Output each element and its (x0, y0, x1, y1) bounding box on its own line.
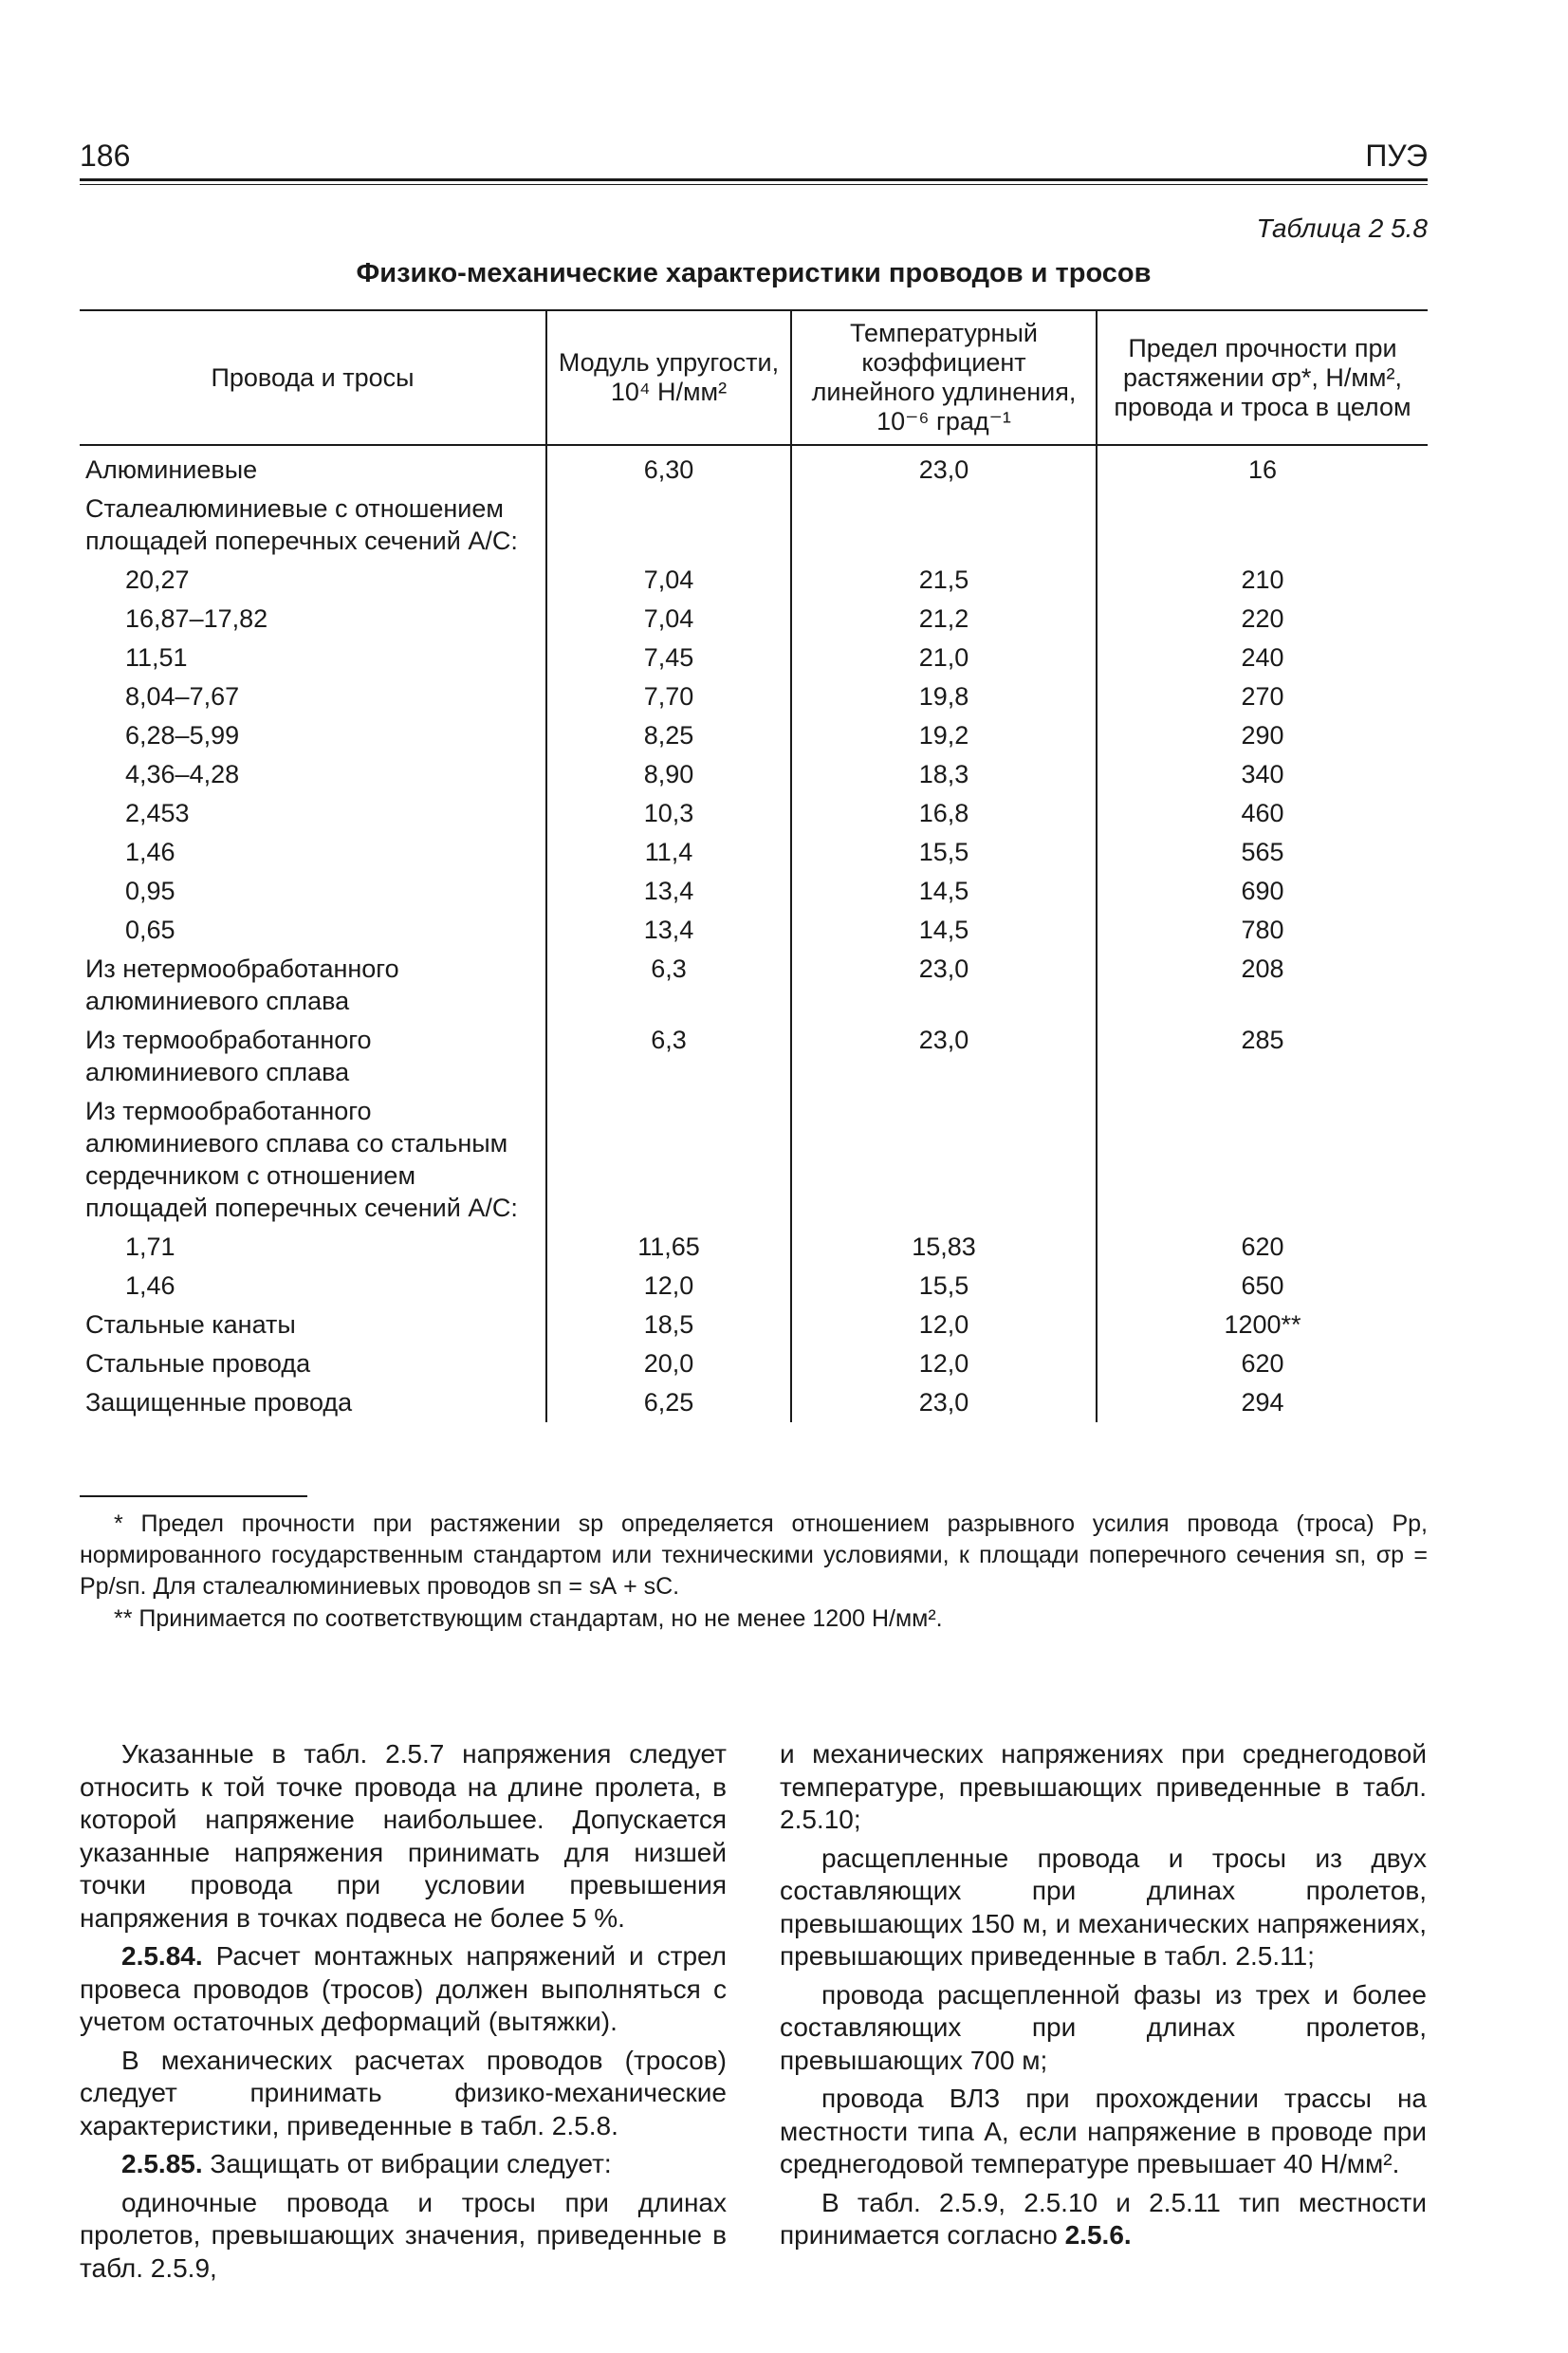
column-header-modulus: Модуль упругости, 10⁴ Н/мм² (546, 310, 791, 445)
table-row (80, 833, 1428, 872)
table-row (80, 1344, 1428, 1383)
table-row (80, 561, 1428, 600)
row-name: 1,46 (125, 1271, 175, 1300)
coefficient-cell: 12,0 (791, 1306, 1097, 1344)
coefficient-cell: 15,5 (791, 833, 1097, 872)
row-name: Алюминиевые (85, 455, 258, 484)
strength-cell: 340 (1097, 755, 1428, 794)
row-name: Из термообработанного алюминиевого сплава со стальным сердечником с отношением площадей поперечных сечений A/C: (85, 1097, 518, 1222)
paragraph: и механических напряжениях при среднегодовой температуре, превышающих приведенные в табл. 2.5.10; (780, 1739, 1427, 1834)
coefficient-cell (791, 1092, 1097, 1228)
modulus-cell: 11,65 (546, 1228, 791, 1267)
modulus-cell: 20,0 (546, 1344, 791, 1383)
page-number: 186 (80, 139, 131, 173)
row-name: Из термообработанного алюминиевого сплава (85, 1026, 372, 1086)
row-name: 16,87–17,82 (125, 604, 268, 633)
coefficient-cell: 23,0 (791, 950, 1097, 1021)
modulus-cell: 11,4 (546, 833, 791, 872)
coefficient-cell: 21,0 (791, 639, 1097, 677)
modulus-cell: 8,25 (546, 716, 791, 755)
table-row (80, 872, 1428, 911)
strength-cell (1097, 490, 1428, 561)
strength-cell (1097, 1092, 1428, 1228)
strength-cell: 290 (1097, 716, 1428, 755)
table-row (80, 794, 1428, 833)
footnote-rule (80, 1495, 307, 1497)
row-name: Из нетермообработанного алюминиевого сплава (85, 954, 399, 1015)
coefficient-cell: 23,0 (791, 1021, 1097, 1092)
coefficient-cell: 14,5 (791, 911, 1097, 950)
clause-number: 2.5.85. (121, 2149, 203, 2178)
row-name: Стальные провода (85, 1349, 311, 1378)
coefficient-cell: 19,2 (791, 716, 1097, 755)
table-row (80, 755, 1428, 794)
table-row (80, 716, 1428, 755)
modulus-cell: 12,0 (546, 1267, 791, 1306)
row-name: 8,04–7,67 (125, 682, 240, 711)
modulus-cell: 8,90 (546, 755, 791, 794)
footnote-1: * Предел прочности при растяжении sр определяется отношением разрывного усилия провода (троса) Pр, нормированного государственным стандартом или техническими условиями, к площади поперечного сечения sп, σр = Pр/sп. Для сталеалюминиевых проводов sп = sА + sС. (80, 1510, 1428, 1600)
strength-cell: 210 (1097, 561, 1428, 600)
modulus-cell: 6,30 (546, 445, 791, 490)
strength-cell: 620 (1097, 1344, 1428, 1383)
row-name: 6,28–5,99 (125, 721, 240, 750)
table-row (80, 639, 1428, 677)
strength-cell: 285 (1097, 1021, 1428, 1092)
row-name: Защищенные провода (85, 1388, 353, 1417)
strength-cell: 270 (1097, 677, 1428, 716)
clause-text: Защищать от вибрации следует: (202, 2149, 612, 2178)
row-name: 11,51 (125, 643, 188, 672)
coefficient-cell (791, 490, 1097, 561)
row-name: Стальные канаты (85, 1310, 296, 1339)
table-row (80, 445, 1428, 490)
coefficient-cell: 14,5 (791, 872, 1097, 911)
paragraph: одиночные провода и тросы при длинах пролетов, превышающих значения, приведенные в табл. 2.5.9, (80, 2187, 727, 2283)
strength-cell: 620 (1097, 1228, 1428, 1267)
paragraph-2-5-85 (80, 2148, 727, 2181)
text-column-left (80, 1738, 727, 2290)
paragraph: расщепленные провода и тросы из двух составляющих при длинах пролетов, превышающих 150 м, и механических напряжениях, превышающих приведенные в табл. 2.5.11; (780, 1843, 1427, 1971)
footnote-2: ** Принимается по соответствующим стандартам, но не менее 1200 Н/мм². (114, 1605, 943, 1632)
row-name: Сталеалюминиевые с отношением площадей поперечных сечений A/C: (85, 494, 518, 555)
strength-cell: 780 (1097, 911, 1428, 950)
paragraph: провода расщепленной фазы из трех и более составляющих при длинах пролетов, превышающих 700 м; (780, 1979, 1427, 2075)
coefficient-cell: 23,0 (791, 445, 1097, 490)
coefficient-cell: 19,8 (791, 677, 1097, 716)
header-rule-thick (80, 178, 1428, 181)
properties-table (80, 309, 1428, 1422)
running-title: ПУЭ (1365, 139, 1428, 173)
column-header-coefficient: Температурный коэффициент линейного удлинения, 10⁻⁶ град⁻¹ (791, 310, 1097, 445)
modulus-cell: 10,3 (546, 794, 791, 833)
strength-cell: 220 (1097, 600, 1428, 639)
table-row (80, 950, 1428, 1021)
table-row (80, 1383, 1428, 1422)
paragraph (780, 2187, 1427, 2252)
clause-reference: 2.5.6. (1064, 2220, 1132, 2250)
strength-cell: 240 (1097, 639, 1428, 677)
coefficient-cell: 12,0 (791, 1344, 1097, 1383)
coefficient-cell: 21,5 (791, 561, 1097, 600)
row-name: 0,95 (125, 877, 175, 905)
modulus-cell: 6,3 (546, 1021, 791, 1092)
clause-text: Расчет монтажных напряжений и стрел провеса проводов (тросов) должен выполняться с учетом остаточных деформаций (вытяжки). (80, 1941, 727, 2036)
coefficient-cell: 15,83 (791, 1228, 1097, 1267)
paragraph-2-5-84 (80, 1940, 727, 2039)
coefficient-cell: 15,5 (791, 1267, 1097, 1306)
modulus-cell: 13,4 (546, 872, 791, 911)
clause-text: В табл. 2.5.9, 2.5.10 и 2.5.11 тип местности принимается согласно (780, 2187, 1427, 2250)
strength-cell: 565 (1097, 833, 1428, 872)
strength-cell: 650 (1097, 1267, 1428, 1306)
modulus-cell: 18,5 (546, 1306, 791, 1344)
table-row (80, 1306, 1428, 1344)
modulus-cell: 13,4 (546, 911, 791, 950)
clause-number: 2.5.84. (121, 1941, 203, 1971)
table-row (80, 1267, 1428, 1306)
table-row (80, 1228, 1428, 1267)
table-row (80, 1021, 1428, 1092)
paragraph: Указанные в табл. 2.5.7 напряжения следует относить к той точке провода на длине пролета, в которой напряжение наибольшее. Допускается указанные напряжения принимать для низшей точки провода при условии превышения напряжения в точках подвеса не более 5 %. (80, 1739, 727, 1933)
modulus-cell: 7,45 (546, 639, 791, 677)
table-row (80, 490, 1428, 561)
modulus-cell: 7,04 (546, 600, 791, 639)
row-name: 1,46 (125, 838, 175, 866)
table-row (80, 1092, 1428, 1228)
coefficient-cell: 18,3 (791, 755, 1097, 794)
coefficient-cell: 16,8 (791, 794, 1097, 833)
strength-cell: 16 (1097, 445, 1428, 490)
modulus-cell: 6,25 (546, 1383, 791, 1422)
column-header-strength: Предел прочности при растяжении σр*, Н/мм², провода и троса в целом (1097, 310, 1428, 445)
strength-cell: 460 (1097, 794, 1428, 833)
table-row (80, 600, 1428, 639)
paragraph: провода ВЛЗ при прохождении трассы на местности типа А, если напряжение в проводе при среднегодовой температуре превышает 40 Н/мм². (780, 2084, 1427, 2178)
text-column-right (780, 1738, 1427, 2258)
coefficient-cell: 21,2 (791, 600, 1097, 639)
row-name: 0,65 (125, 916, 175, 944)
strength-cell: 294 (1097, 1383, 1428, 1422)
table-header-row (80, 310, 1428, 445)
row-name: 1,71 (125, 1232, 175, 1261)
paragraph: В механических расчетах проводов (тросов) следует принимать физико-механические характеристики, приведенные в табл. 2.5.8. (80, 2045, 727, 2140)
modulus-cell: 6,3 (546, 950, 791, 1021)
modulus-cell (546, 490, 791, 561)
modulus-cell (546, 1092, 791, 1228)
row-name: 2,453 (125, 799, 190, 827)
row-name: 20,27 (125, 565, 190, 594)
coefficient-cell: 23,0 (791, 1383, 1097, 1422)
modulus-cell: 7,70 (546, 677, 791, 716)
row-name: 4,36–4,28 (125, 760, 240, 788)
table-title: Физико-механические характеристики проводов и тросов (356, 258, 1152, 288)
table-label: Таблица 2 5.8 (1256, 213, 1428, 243)
column-header-wires: Провода и тросы (80, 310, 546, 445)
table-row (80, 677, 1428, 716)
table-row (80, 911, 1428, 950)
strength-cell: 208 (1097, 950, 1428, 1021)
table-body (80, 445, 1428, 1422)
header-rule-thin (80, 184, 1428, 185)
modulus-cell: 7,04 (546, 561, 791, 600)
strength-cell: 1200** (1097, 1306, 1428, 1344)
strength-cell: 690 (1097, 872, 1428, 911)
